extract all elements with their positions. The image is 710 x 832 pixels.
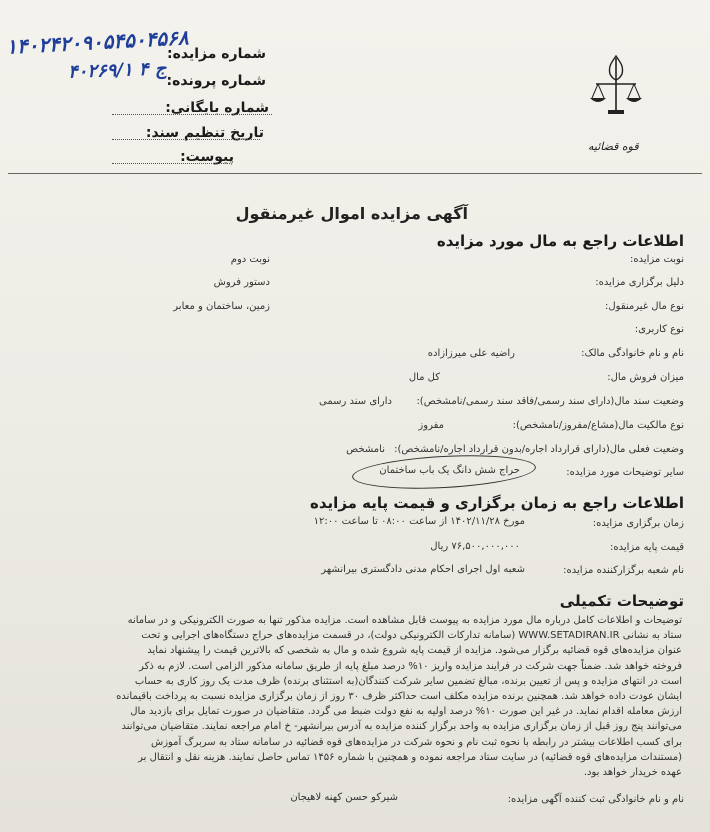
- notes-line: عهده خریدار خواهد بود.: [583, 767, 682, 779]
- auction-time-label: زمان برگزاری مزایده:: [592, 518, 684, 529]
- registrar-value: شیرکو حسن کهنه لاهیجان: [290, 792, 398, 803]
- notes-line: ارزش معامله اقدام نماید. در غیر این صورت ۱۰% درصد اولیه به نفع دولت ضبط می گردد. متقاضیان در صورت تمایل برای بازدید مال: [130, 706, 682, 718]
- judiciary-emblem-icon: [586, 52, 646, 142]
- notes-line: توضیحات و اطلاعات کامل درباره مال مورد مزایده به پیوست قابل مشاهده است. مزایده مذکور تنها به صورت الکترونیکی و در سامانه: [127, 615, 682, 626]
- property-type-label: نوع مال غیرمنقول:: [605, 301, 684, 312]
- auction-reason-label: دلیل برگزاری مزایده:: [595, 277, 684, 288]
- auction-reason-value: دستور فروش: [213, 277, 270, 288]
- notes-line: عنوان مزایده‌های قوه قضائیه برگزار می‌شود. مزایده از قیمت پایه شروع شده و مال به شخصی که بالاترین قیمت را پیشنهاد نماید: [147, 645, 682, 657]
- branch-name-label: نام شعبه برگزارکننده مزایده:: [563, 565, 684, 576]
- auction-number-label: شماره مزایده:: [167, 46, 266, 62]
- notes-line: می‌توانند پنج روز قبل از زمان برگزاری مزایده به واحد برگزار کننده مزایده به آدرس بیرانشهر- خ امام مراجعه نمایند. متقاضیان می‌توانند: [121, 721, 682, 733]
- base-price-value: ۷۶,۵۰۰,۰۰۰,۰۰۰ ریال: [430, 541, 520, 552]
- owner-name-value: راضیه علی میرزازاده: [427, 348, 515, 359]
- property-type-value: زمین، ساختمان و معابر: [173, 301, 270, 312]
- notes-paragraph: [16, 613, 682, 780]
- branch-name-value: شعبه اول اجرای احکام مدنی دادگستری بیرانشهر: [321, 564, 525, 575]
- auction-round-label: نوبت مزایده:: [629, 254, 684, 265]
- notes-line: (مستندات مزایده‌های قوه قضائیه) در سایت ستاد مراجعه نموده و همچنین با شماره ۱۴۵۶ تماس حاصل نمایند. هزینه نقل و انتقال بر: [138, 751, 682, 763]
- notes-line: فروخته خواهد شد. ضمناً جهت شرکت در فرایند مزایده واریز ۱۰% درصد مبلغ پایه از طریق سامانه مذکور الزامی است. لازم به ذکر: [139, 660, 682, 672]
- auction-time-value: مورخ ۱۴۰۲/۱۱/۲۸ از ساعت ۰۸:۰۰ تا ساعت ۱۲:۰۰: [313, 516, 525, 527]
- usage-type-label: نوع کاربری:: [634, 324, 684, 335]
- archive-number-label: شماره بایگانی:: [165, 100, 269, 116]
- other-notes-value: حراج شش دانگ یک باب ساختمان: [379, 465, 520, 476]
- section1-heading: اطلاعات راجع به مال مورد مزایده: [436, 232, 684, 250]
- ownership-type-value: مفروز: [418, 420, 444, 431]
- ownership-type-label: نوع مالکیت مال(مشاع/مفروز/نامشخص):: [512, 420, 684, 431]
- section3-heading: توضیحات تکمیلی: [559, 592, 684, 610]
- deed-status-value: دارای سند رسمی: [319, 396, 392, 407]
- archive-number-line: [112, 114, 272, 115]
- sale-amount-value: کل مال: [408, 372, 440, 383]
- section2-heading: اطلاعات راجع به زمان برگزاری و قیمت پایه مزایده: [310, 494, 684, 512]
- attachment-line: [112, 163, 230, 164]
- attachment-label: پیوست:: [180, 149, 234, 165]
- notes-line: ایشان عودت داده خواهد شد. همچنین برنده مزایده مکلف است حداکثر ظرف ۳۰ روز از زمان برگزاری مزایده نسبت به پرداخت باقیمانده: [116, 691, 682, 703]
- header-divider: [8, 173, 702, 174]
- sale-amount-label: میزان فروش مال:: [607, 372, 684, 383]
- deed-status-label: وضعیت سند مال(دارای سند رسمی/فاقد سند رسمی/نامشخص):: [416, 396, 684, 407]
- emblem-caption: قوه قضائیه: [588, 140, 639, 153]
- current-status-label: وضعیت فعلی مال(دارای قرارداد اجاره/بدون قرارداد اجاره/نامشخص):: [394, 444, 684, 455]
- issue-date-label: تاریخ تنظیم سند:: [145, 125, 264, 141]
- other-notes-label: سایر توضیحات مورد مزایده:: [566, 467, 684, 478]
- handwritten-auction-number: ۱۴۰۲۴۲۰۹۰۵۴۵۰۴۵۶۸: [5, 25, 190, 59]
- base-price-label: قیمت پایه مزایده:: [609, 542, 684, 553]
- file-number-label: شماره پرونده:: [166, 73, 266, 89]
- issue-date-line: [112, 139, 260, 140]
- auction-round-value: نوبت دوم: [230, 254, 270, 265]
- notes-line: برای کسب اطلاعات بیشتر در رابطه با نحوه ثبت نام و نحوه شرکت در مزایده‌های قوه قضائیه در سامانه ستاد به سربرگ آموزش: [150, 736, 682, 748]
- handwritten-circle-mark: [351, 451, 536, 493]
- owner-name-label: نام و نام خانوادگی مالک:: [581, 348, 684, 359]
- notes-line: ستاد به نشانی WWW.SETADIRAN.IR (سامانه تدارکات الکترونیکی دولت)، در قسمت مزایده‌های حراج دستگاه‌های اجرایی و تحت: [141, 630, 682, 642]
- notes-line: است در انتهای مزایده و پس از تعیین برنده، مبالغ تضمین سایر شرکت کنندگان(به استثنای برنده) ظرف مدت یک روز کاری به حساب: [134, 675, 682, 687]
- registrar-label: نام و نام خانوادگی ثبت کننده آگهی مزایده:: [507, 794, 684, 805]
- document-title: آگهی مزایده اموال غیرمنقول: [235, 204, 468, 223]
- current-status-value: نامشخص: [346, 444, 385, 455]
- handwritten-file-number: ۴۰۲۶۹/۱ ج ۴: [67, 58, 167, 83]
